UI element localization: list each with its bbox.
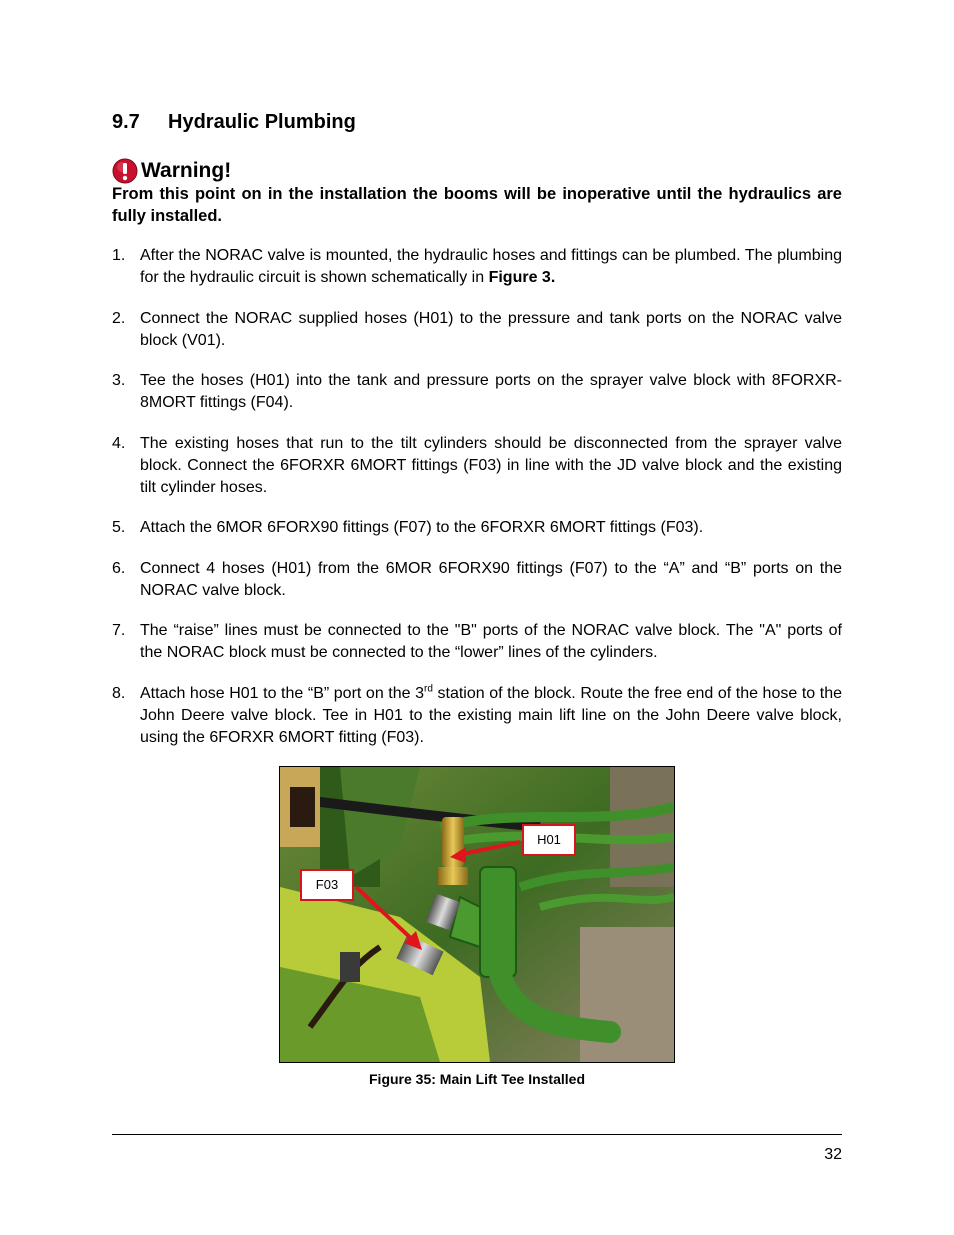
footer-divider: [112, 1134, 842, 1135]
figure-photo: [279, 766, 675, 1063]
page-number: 32: [824, 1146, 842, 1163]
section-title: Hydraulic Plumbing: [168, 111, 356, 133]
list-item: [112, 558, 842, 602]
ordinal-suffix: rd: [424, 683, 433, 695]
list-item: [112, 245, 842, 289]
instruction-list: [112, 245, 842, 767]
step-text: The “raise” lines must be connected to the "B" ports of the NORAC valve block. The "A" ports of the NORAC block must be connected to the “lower” lines of the cylinders.: [140, 622, 842, 661]
list-item: [112, 620, 842, 664]
warning-label: Warning!: [141, 159, 232, 182]
step-text: Tee the hoses (H01) into the tank and pressure ports on the sprayer valve block with 8FORXR-8MORT fittings (F04).: [140, 372, 842, 411]
step-text: Connect 4 hoses (H01) from the 6MOR 6FORX90 fittings (F07) to the “A” and “B” ports on the NORAC valve block.: [140, 559, 842, 599]
step-text: Attach hose H01 to the “B” port on the 3: [140, 684, 425, 702]
warning-text: From this point on in the installation the booms will be inoperative until the hydraulics are fully installed.: [112, 185, 842, 225]
step-number: 8.: [112, 684, 126, 702]
step-text: The existing hoses that run to the tilt cylinders should be disconnected from the sprayer valve block. Connect the 6FORXR 6MORT fittings (F03) in line with the JD valve block and the existing tilt cylinder hoses.: [140, 434, 842, 496]
step-text: Attach the 6MOR 6FORX90 fittings (F07) to the 6FORXR 6MORT fittings (F03).: [140, 519, 704, 536]
step-number: 2.: [112, 309, 126, 327]
figure-caption: Figure 35: Main Lift Tee Installed: [369, 1071, 585, 1087]
step-number: 3.: [112, 372, 126, 389]
step-text: After the NORAC valve is mounted, the hydraulic hoses and fittings can be plumbed. The plumbing for the hydraulic circuit is shown schematically in: [140, 247, 842, 286]
list-item: [112, 433, 842, 499]
figure-reference: Figure 3.: [488, 269, 556, 286]
step-number: 5.: [112, 519, 126, 536]
list-item: [112, 308, 842, 352]
list-item: [112, 370, 842, 414]
step-number: 7.: [112, 622, 126, 639]
step-number: 6.: [112, 559, 126, 577]
callout-f03: F03: [300, 869, 354, 901]
hydraulic-fitting-photo: [280, 767, 674, 1062]
list-item: [112, 683, 842, 749]
step-number: 1.: [112, 247, 126, 264]
list-item: [112, 517, 842, 539]
step-text-continued: station of the block. Route the free end of the hose to the John Deere valve block. Tee in H01 to the existing main lift line on the John Deere valve block, using the 6FORXR 6MORT fitting (F03).: [140, 684, 842, 746]
section-heading: [112, 111, 356, 134]
step-text: Connect the NORAC supplied hoses (H01) to the pressure and tank ports on the NORAC valve block (V01).: [140, 309, 842, 349]
section-number: 9.7: [112, 111, 140, 133]
warning-header: [112, 158, 231, 184]
step-number: 4.: [112, 434, 126, 452]
callout-h01: H01: [522, 824, 576, 856]
exclamation-icon: [112, 158, 138, 184]
